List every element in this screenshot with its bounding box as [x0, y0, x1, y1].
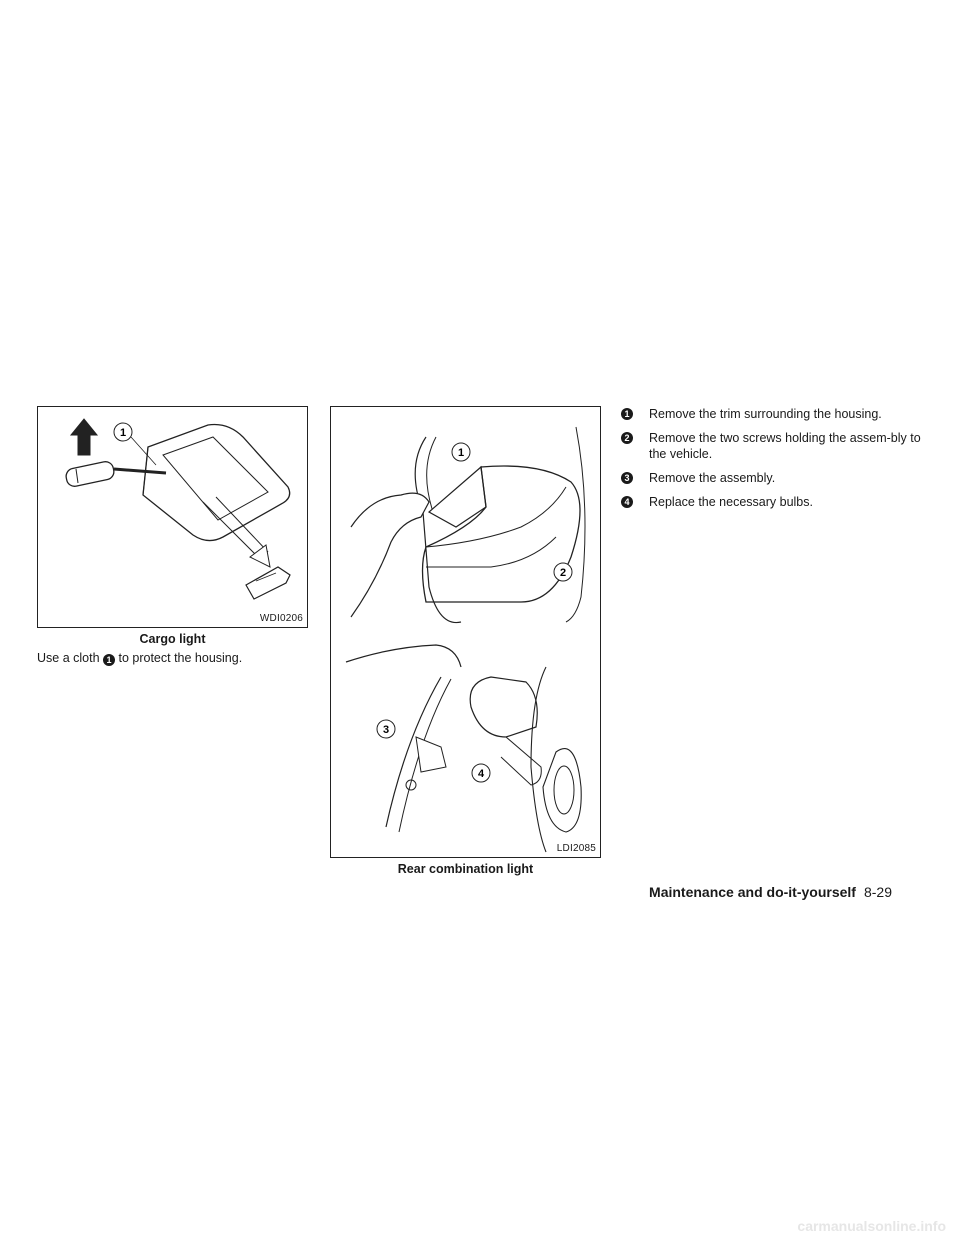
cargo-light-caption: Cargo light	[139, 632, 206, 646]
callout-number: 1	[103, 654, 115, 666]
callout-1: 1	[457, 447, 465, 459]
callout-3: 3	[382, 724, 390, 736]
rear-combination-light-figure	[330, 406, 601, 858]
step-3	[621, 470, 921, 486]
step-text: Replace the necessary bulbs.	[649, 495, 813, 509]
left-text-before: Use a cloth	[37, 651, 104, 665]
cargo-light-figure	[37, 406, 308, 628]
rear-combination-light-illustration	[331, 407, 602, 859]
step-text: Remove the two screws holding the assem-bly to the vehicle.	[649, 431, 921, 461]
page-number: 8-29	[863, 884, 892, 900]
figure-code: WDI0206	[259, 613, 303, 624]
step-number: 3	[621, 472, 633, 484]
callout-1: 1	[119, 427, 127, 439]
page-footer	[620, 884, 892, 900]
step-number: 4	[621, 496, 633, 508]
callout-2: 2	[559, 567, 567, 579]
rear-combination-light-caption: Rear combination light	[397, 862, 534, 876]
step-number: 2	[621, 432, 633, 444]
left-paragraph	[37, 650, 317, 666]
figure-code: LDI2085	[556, 843, 596, 854]
section-title: Maintenance and do-it-yourself	[649, 884, 856, 900]
left-text-after: to protect the housing.	[115, 651, 243, 665]
step-text: Remove the assembly.	[649, 471, 776, 485]
callout-4: 4	[477, 768, 485, 780]
step-text: Remove the trim surrounding the housing.	[649, 407, 882, 421]
step-2	[621, 430, 921, 462]
step-4	[621, 494, 921, 510]
cargo-light-illustration	[38, 407, 309, 629]
step-number: 1	[621, 408, 633, 420]
watermark: carmanualsonline.info	[797, 1218, 946, 1234]
step-1	[621, 406, 921, 422]
